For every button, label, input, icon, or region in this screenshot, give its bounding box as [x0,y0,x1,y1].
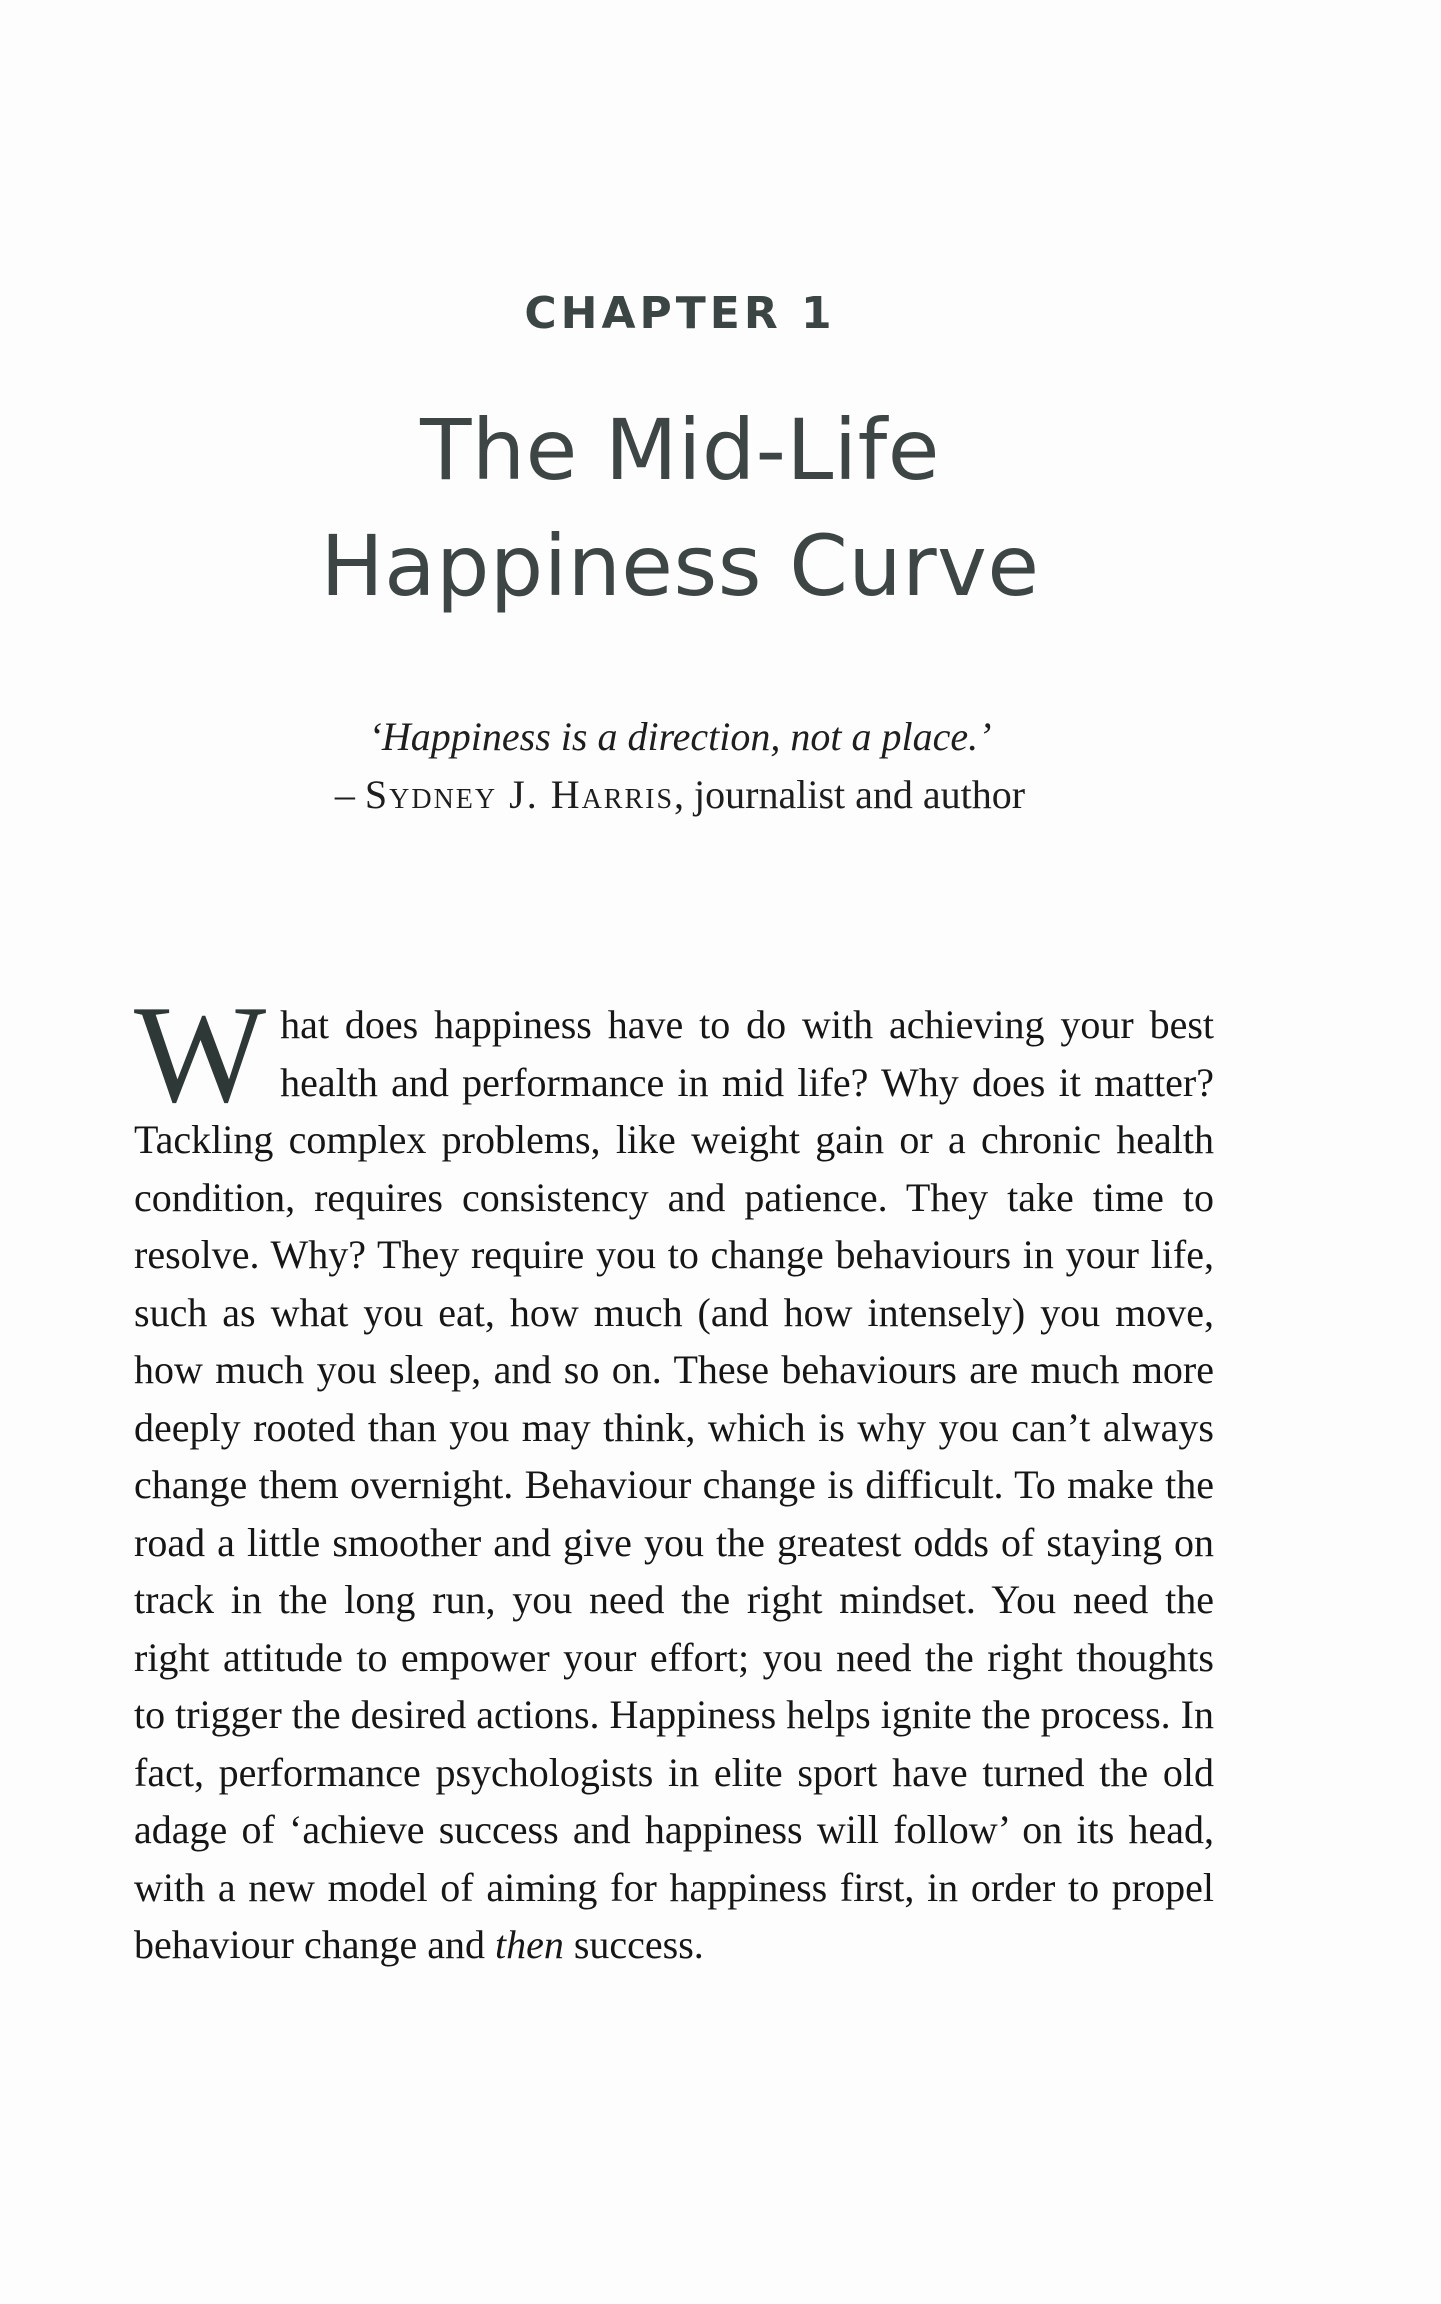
chapter-title-line-2: Happiness Curve [320,517,1040,615]
epigraph-author: Sydney J. Harris [364,772,675,817]
drop-cap: W [134,977,267,1132]
chapter-label: CHAPTER 1 [524,288,836,339]
epigraph-attribution [0,766,1360,824]
epigraph-author-role: , journalist and author [674,772,1026,817]
epigraph-dash: – [334,772,365,817]
body-paragraph [134,977,1214,1974]
emphasis-word: then [494,1922,564,1967]
paragraph-text-end: success. [563,1922,704,1967]
paragraph [134,977,1214,1974]
epigraph [0,708,1360,824]
chapter-title [0,392,1360,624]
epigraph-quote: ‘Happiness is a direction, not a place.’ [368,714,992,759]
chapter-title-line-1: The Mid-Life [420,401,940,499]
paragraph-text: hat does happiness have to do with achieving your best health and performance in mid life? Why does it matter? Tackling complex problems, like weight gain or a chronic health condition, requires consistency and patience. They take time to resolve. Why? They require you to change behaviours in your life, such as what you eat, how much (and how intensely) you move, how much you sleep, and so on. These behaviours are much more deeply rooted than you may think, which is why you can’t always change them overnight. Behaviour change is difficult. To make the road a little smoother and give you the greatest odds of staying on track in the long run, you need the right mindset. You need the right attitude to empower your effort; you need the right thoughts to trigger the desired actions. Happiness helps ignite the process. In fact, performance psychologists in elite sport have turned the old adage of ‘achieve success and happiness will follow’ on its head, with a new model of aiming for happiness first, in order to propel behaviour change and [134,1002,1214,1967]
